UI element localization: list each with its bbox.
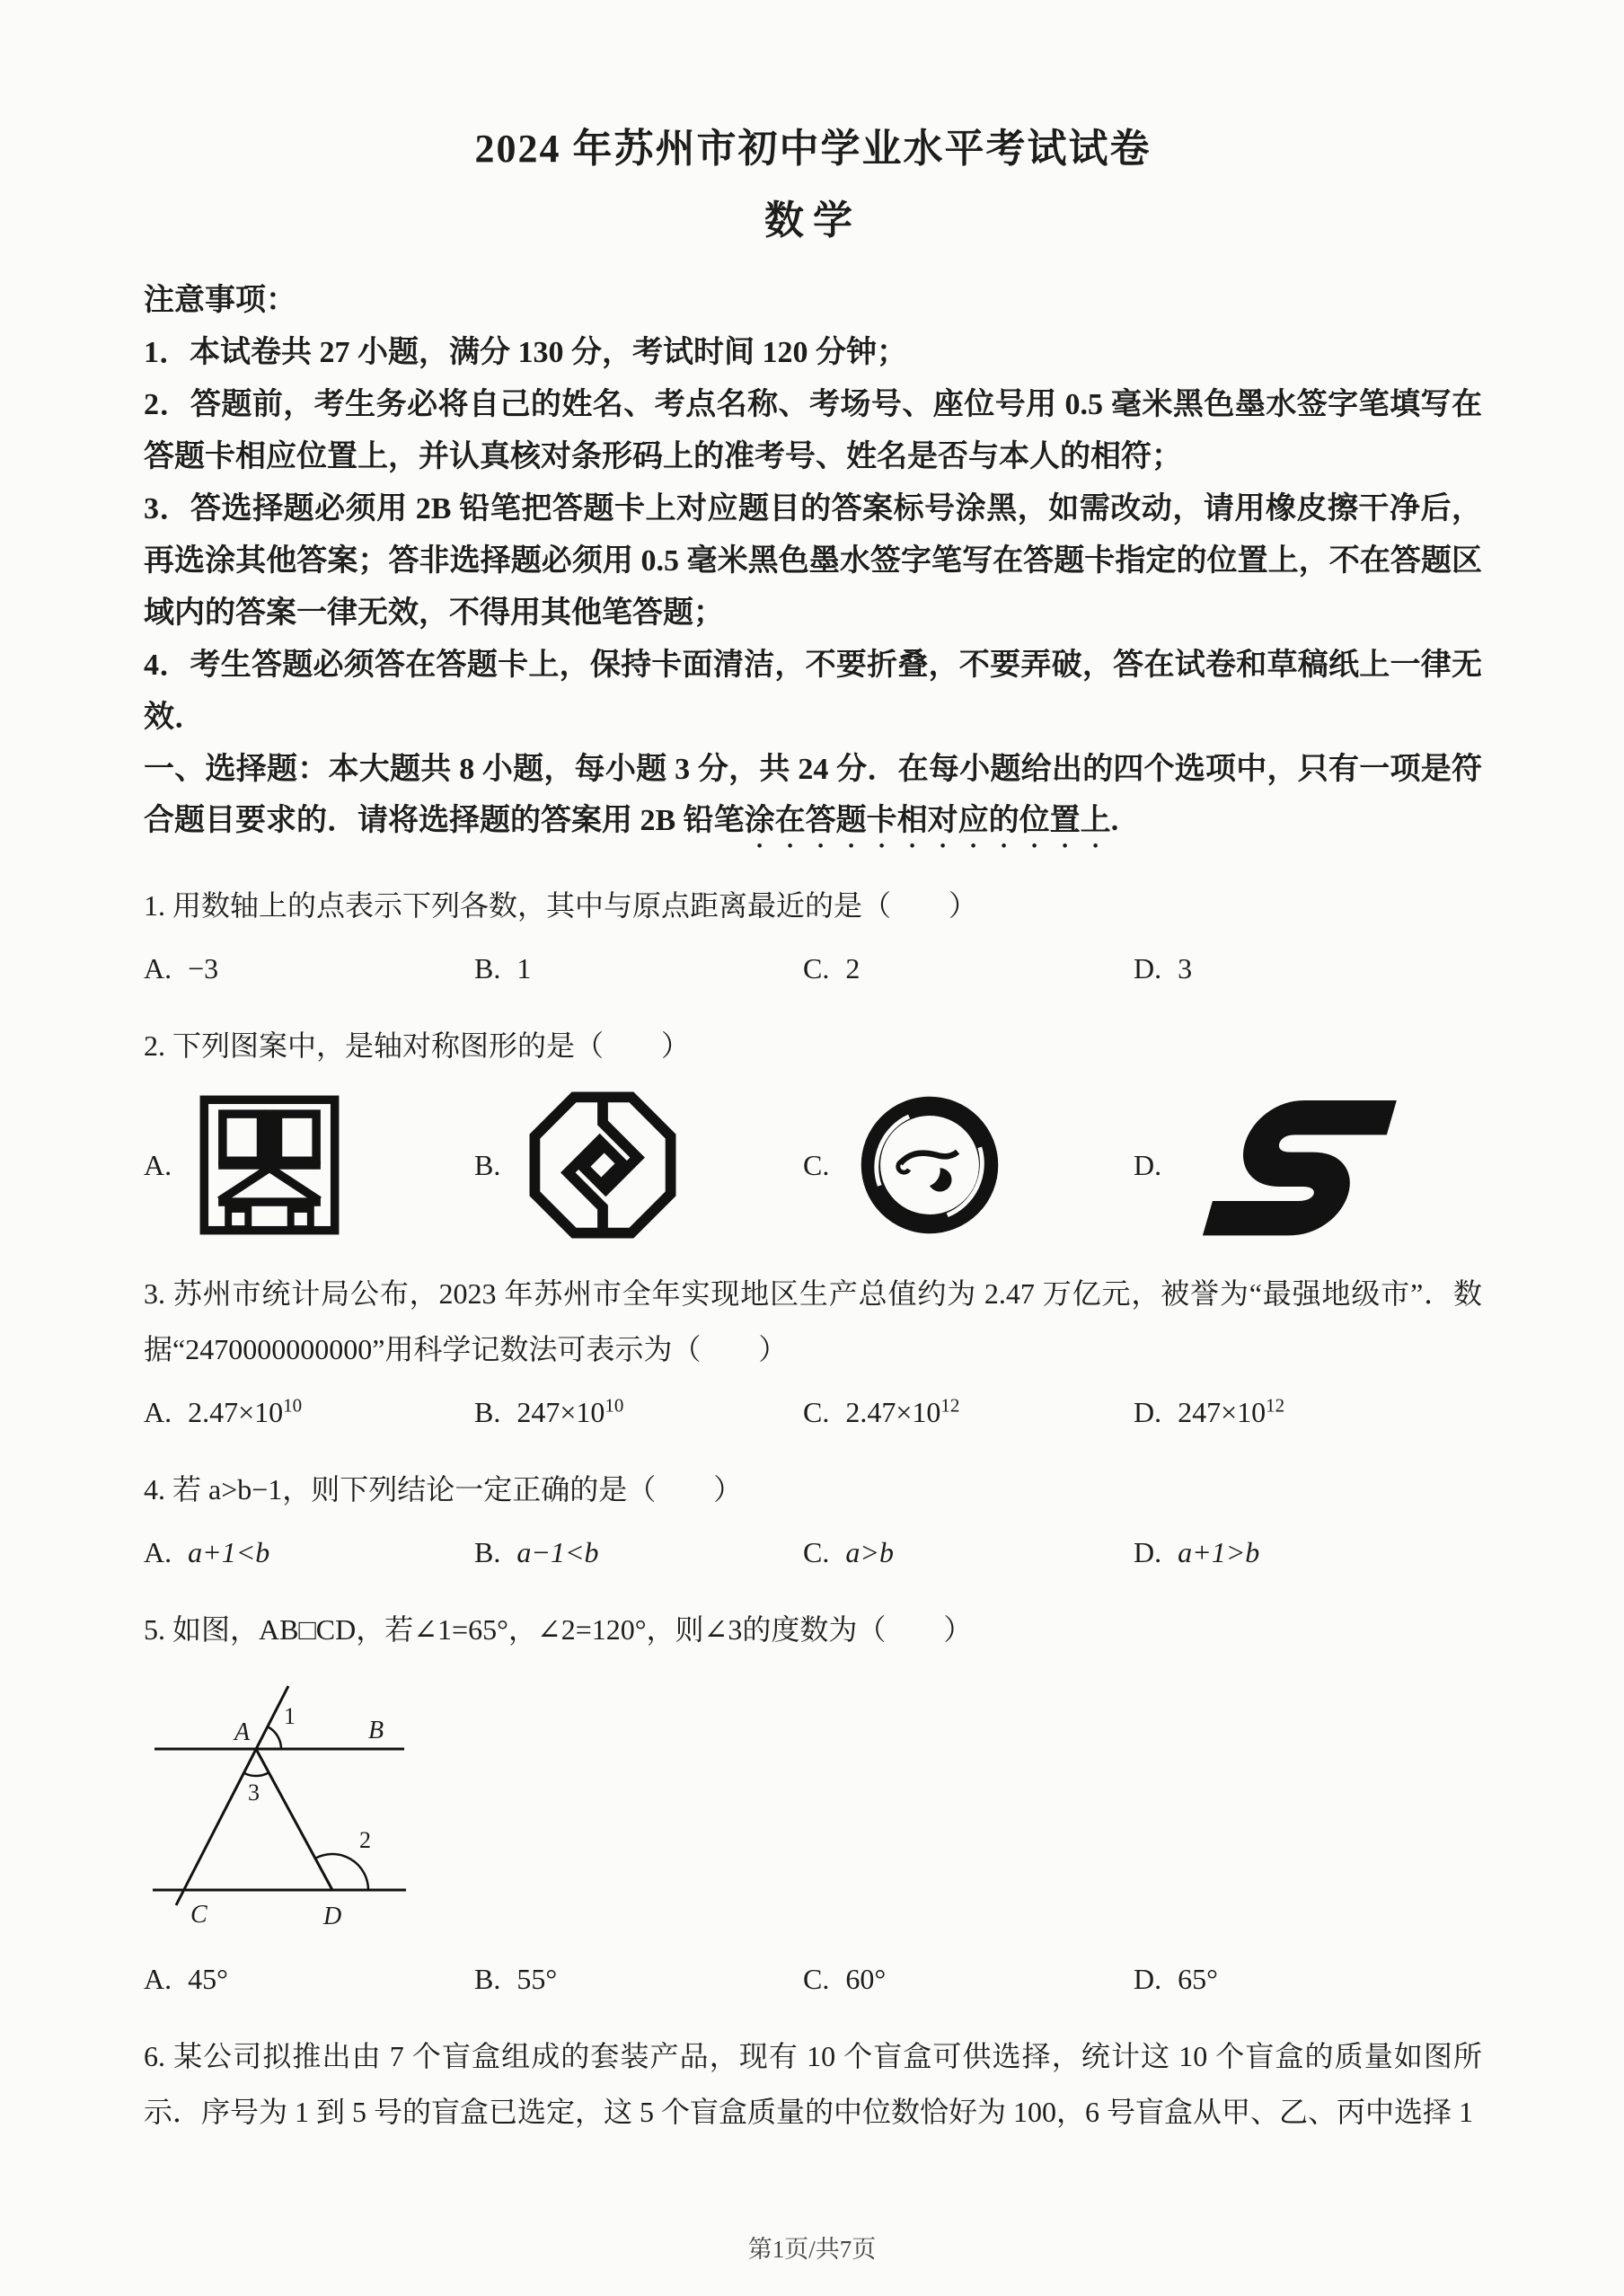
option-d bbox=[1134, 942, 1482, 994]
option-b bbox=[474, 1088, 803, 1242]
option-label: C. bbox=[803, 1148, 830, 1181]
option-c bbox=[803, 1386, 1134, 1438]
page-title: 2024 年苏州市初中学业水平考试试卷 bbox=[474, 127, 1152, 171]
option-label: B. bbox=[474, 1536, 501, 1568]
option-value: 2.47×10 bbox=[845, 1396, 941, 1428]
option-label: C. bbox=[803, 1536, 830, 1568]
option-c bbox=[803, 1526, 1134, 1578]
question-2 bbox=[144, 1018, 1482, 1242]
angle-1-label: 1 bbox=[284, 1703, 296, 1729]
option-label: A. bbox=[144, 1148, 172, 1181]
option-label: A. bbox=[144, 1536, 172, 1568]
question-2-options bbox=[144, 1088, 1482, 1242]
option-label: B. bbox=[474, 1148, 501, 1181]
option-a bbox=[144, 1953, 474, 2005]
option-label: D. bbox=[1134, 1148, 1162, 1181]
question-3 bbox=[144, 1266, 1482, 1438]
option-label: A. bbox=[144, 1396, 172, 1428]
option-c bbox=[803, 1091, 1134, 1239]
point-b-label: B bbox=[368, 1717, 384, 1744]
s-mark-icon bbox=[1188, 1093, 1397, 1237]
option-a bbox=[144, 1526, 474, 1578]
option-label: D. bbox=[1134, 1396, 1162, 1428]
option-d bbox=[1134, 1386, 1482, 1438]
option-value: 55° bbox=[516, 1963, 558, 1995]
option-value: 65° bbox=[1178, 1963, 1218, 1995]
option-b bbox=[474, 1386, 803, 1438]
option-value: a>b bbox=[845, 1536, 894, 1568]
option-label: D. bbox=[1134, 952, 1162, 985]
option-label: C. bbox=[803, 1396, 830, 1428]
question-stem: 3. 苏州市统计局公布，2023 年苏州市全年实现地区生产总值约为 2.47 万亿元，被誉为“最强地级市”．数据“2470000000000”用科学记数法可表示为（ ） bbox=[144, 1277, 1482, 1365]
option-value: 1 bbox=[516, 952, 532, 985]
question-stem: 6. 某公司拟推出由 7 个盲盒组成的套装产品，现有 10 个盲盒可供选择，统计这 10 个盲盒的质量如图所示．序号为 1 到 5 号的盲盒已选定，这 5 个盲盒质量的中位数恰好为 100，6 号盲盒从甲、乙、丙中选择 1 bbox=[144, 2040, 1482, 2128]
option-value: 60° bbox=[845, 1963, 887, 1995]
option-value: 45° bbox=[188, 1963, 228, 1995]
notice-heading: 注意事项： bbox=[144, 284, 296, 317]
notice-item: 2．答题前，考生务必将自己的姓名、考点名称、考场号、座位号用 0.5 毫米黑色墨水签字笔填写在答题卡相应位置上，并认真核对条形码上的准考号、姓名是否与本人的相符； bbox=[144, 388, 1482, 473]
notice-item: 3．答选择题必须用 2B 铅笔把答题卡上对应题目的答案标号涂黑，如需改动，请用橡皮擦干净后，再选涂其他答案；答非选择题必须用 0.5 毫米黑色墨水签字笔写在答题卡指定的位置上，不在答题区域内的答案一律无效，不得用其他笔答题； bbox=[144, 492, 1482, 630]
point-a-label: A bbox=[234, 1718, 251, 1746]
option-d bbox=[1134, 1093, 1482, 1237]
question-4-options bbox=[144, 1526, 1482, 1578]
point-d-label: D bbox=[323, 1903, 342, 1930]
option-label: D. bbox=[1134, 1536, 1162, 1568]
option-value: 2 bbox=[845, 952, 861, 985]
notice-block bbox=[144, 275, 1482, 744]
option-value: 247×10 bbox=[516, 1396, 605, 1428]
question-stem: 2. 下列图案中，是轴对称图形的是（ ） bbox=[144, 1029, 691, 1062]
option-c bbox=[803, 942, 1134, 994]
question-3-options bbox=[144, 1386, 1482, 1438]
octagon-spiral-icon bbox=[527, 1088, 678, 1242]
option-label: C. bbox=[803, 1963, 830, 1995]
question-stem: 1. 用数轴上的点表示下列各数，其中与原点距离最近的是（ ） bbox=[144, 889, 978, 922]
option-c bbox=[803, 1953, 1134, 2005]
section-heading bbox=[144, 744, 1482, 854]
question-6 bbox=[144, 2028, 1482, 2140]
section-emphasized-text: 涂在答题卡相对应的位置上 bbox=[744, 804, 1111, 837]
option-value: a+1<b bbox=[188, 1536, 270, 1568]
notice-item: 4．考生答题必须答在答题卡上，保持卡面清洁，不要折叠，不要弄破，答在试卷和草稿纸上一律无效． bbox=[144, 649, 1482, 734]
option-exponent: 12 bbox=[1266, 1394, 1285, 1417]
option-d bbox=[1134, 1953, 1482, 2005]
option-label: B. bbox=[474, 952, 501, 985]
option-exponent: 10 bbox=[605, 1394, 624, 1417]
option-value: 247×10 bbox=[1178, 1396, 1267, 1428]
question-stem: 4. 若 a>b−1，则下列结论一定正确的是（ ） bbox=[144, 1473, 743, 1506]
notice-item: 1．本试卷共 27 小题，满分 130 分，考试时间 120 分钟； bbox=[144, 336, 907, 369]
section-tail: . bbox=[1110, 804, 1119, 837]
point-c-label: C bbox=[190, 1901, 207, 1929]
option-label: A. bbox=[144, 952, 172, 985]
question-stem: 5. 如图，AB□CD，若∠1=65°，∠2=120°，则∠3的度数为（ ） bbox=[144, 1613, 973, 1646]
phoenix-ring-icon bbox=[856, 1091, 1003, 1239]
option-value: −3 bbox=[188, 952, 219, 985]
gate-emblem-icon bbox=[199, 1094, 340, 1236]
question-5-options bbox=[144, 1953, 1482, 2005]
option-a bbox=[144, 1094, 474, 1236]
question-1 bbox=[144, 878, 1482, 994]
option-label: A. bbox=[144, 1963, 172, 1995]
option-label: B. bbox=[474, 1396, 501, 1428]
option-exponent: 12 bbox=[940, 1394, 960, 1417]
parallel-lines-figure bbox=[144, 1670, 1482, 1944]
option-exponent: 10 bbox=[283, 1394, 303, 1417]
question-1-options bbox=[144, 942, 1482, 994]
page-subtitle: 数学 bbox=[764, 199, 861, 243]
angle-3-label: 3 bbox=[248, 1779, 260, 1806]
option-value: a+1>b bbox=[1178, 1536, 1260, 1568]
section-lead: 一、选择题：本大题共 8 小题，每小题 3 分，共 24 分．在每小题给出的四个选项中，只有一项是符合题目要求的．请将选择题的答案用 2B 铅笔 bbox=[144, 753, 1482, 837]
option-value: 2.47×10 bbox=[188, 1396, 284, 1428]
question-5 bbox=[144, 1602, 1482, 2005]
page-number: 第1页/共7页 bbox=[747, 2236, 877, 2263]
option-value: a−1<b bbox=[516, 1536, 599, 1568]
option-b bbox=[474, 1526, 803, 1578]
angle-2-label: 2 bbox=[359, 1827, 371, 1853]
option-label: D. bbox=[1134, 1963, 1162, 1995]
option-value: 3 bbox=[1178, 952, 1193, 985]
option-b bbox=[474, 942, 803, 994]
option-a bbox=[144, 942, 474, 994]
option-b bbox=[474, 1953, 803, 2005]
option-d bbox=[1134, 1526, 1482, 1578]
question-4 bbox=[144, 1461, 1482, 1578]
option-label: B. bbox=[474, 1963, 501, 1995]
option-a bbox=[144, 1386, 474, 1438]
option-label: C. bbox=[803, 952, 830, 985]
